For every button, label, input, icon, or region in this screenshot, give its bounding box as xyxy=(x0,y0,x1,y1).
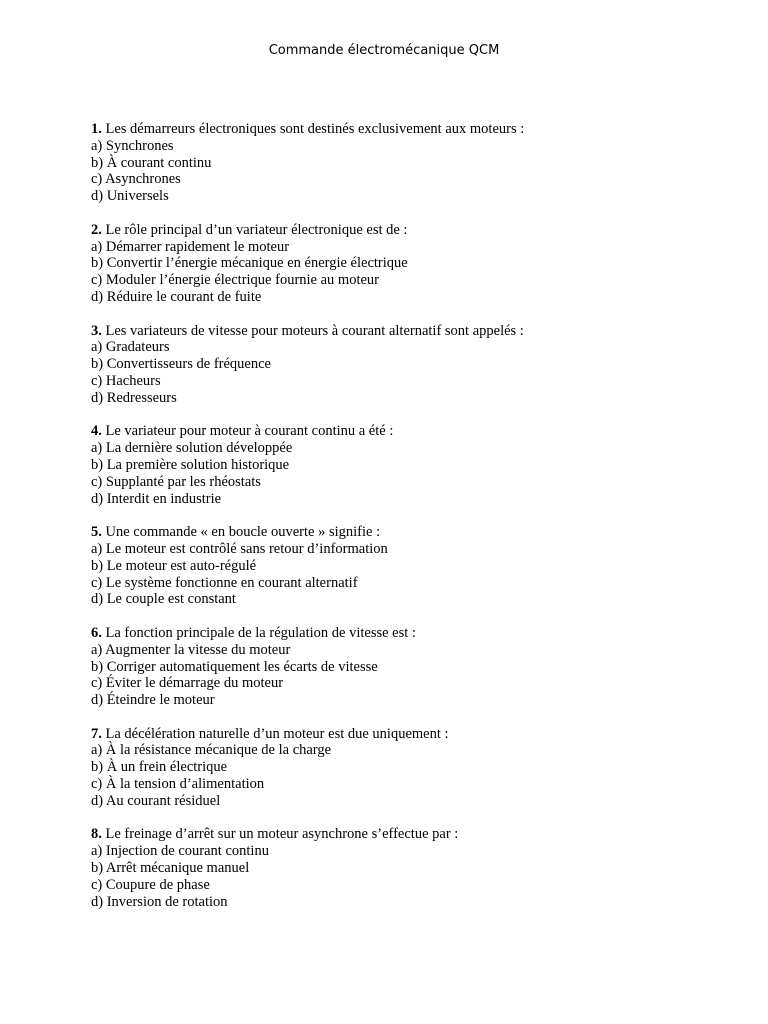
question-line xyxy=(91,323,731,340)
option-c: c) Supplanté par les rhéostats xyxy=(91,473,261,490)
question-number: 3. xyxy=(91,322,102,339)
option-c: c) Asynchrones xyxy=(91,171,181,188)
option-d: d) Au courant résiduel xyxy=(91,792,221,809)
option-d: d) Éteindre le moteur xyxy=(91,692,215,709)
page-header: Commande électromécanique QCM xyxy=(268,43,500,58)
question-line xyxy=(91,222,731,239)
question-line xyxy=(91,625,731,642)
option-b: b) Convertisseurs de fréquence xyxy=(91,356,271,373)
option-c: c) Hacheurs xyxy=(91,372,161,389)
question-text: La décélération naturelle d’un moteur est due uniquement : xyxy=(105,725,449,742)
question-text: La fonction principale de la régulation de vitesse est : xyxy=(105,624,416,641)
question-text: Les démarreurs électroniques sont destinés exclusivement aux moteurs : xyxy=(105,121,525,137)
question-number: 4. xyxy=(91,423,102,440)
option-d: d) Réduire le courant de fuite xyxy=(91,288,262,305)
option-a: a) La dernière solution développée xyxy=(91,440,293,457)
question-text: Le freinage d’arrêt sur un moteur asynchrone s’effectue par : xyxy=(105,826,459,843)
question-3 xyxy=(91,323,731,407)
option-a: a) À la résistance mécanique de la charge xyxy=(91,742,332,759)
option-d: d) Inversion de rotation xyxy=(91,893,228,910)
option-c: c) Le système fonctionne en courant alternatif xyxy=(91,574,358,591)
option-c: c) À la tension d’alimentation xyxy=(91,776,265,793)
question-5 xyxy=(91,524,731,608)
option-a: a) Injection de courant continu xyxy=(91,843,269,860)
question-number: 1. xyxy=(91,121,102,137)
option-b: b) Arrêt mécanique manuel xyxy=(91,860,250,877)
question-2 xyxy=(91,222,731,306)
question-number: 7. xyxy=(91,725,102,742)
option-a: a) Synchrones xyxy=(91,137,174,154)
question-number: 2. xyxy=(91,221,102,238)
option-d: d) Interdit en industrie xyxy=(91,490,222,507)
question-number: 5. xyxy=(91,524,102,541)
question-6 xyxy=(91,625,731,709)
option-d: d) Redresseurs xyxy=(91,389,177,406)
question-line xyxy=(91,121,731,138)
question-text: Le variateur pour moteur à courant continu a été : xyxy=(105,423,394,440)
option-c: c) Moduler l’énergie électrique fournie au moteur xyxy=(91,272,379,289)
question-8 xyxy=(91,826,731,910)
option-c: c) Coupure de phase xyxy=(91,876,210,893)
option-a: a) Démarrer rapidement le moteur xyxy=(91,238,290,255)
question-line xyxy=(91,826,731,843)
question-line xyxy=(91,524,731,541)
option-c: c) Éviter le démarrage du moteur xyxy=(91,675,284,692)
option-d: d) Universels xyxy=(91,188,169,205)
option-a: a) Gradateurs xyxy=(91,339,170,356)
option-a: a) Le moteur est contrôlé sans retour d’information xyxy=(91,540,388,557)
question-text: Une commande « en boucle ouverte » signifie : xyxy=(105,524,381,541)
qcm-list xyxy=(91,121,731,927)
option-a: a) Augmenter la vitesse du moteur xyxy=(91,641,291,658)
question-4 xyxy=(91,423,731,507)
question-text: Le rôle principal d’un variateur électronique est de : xyxy=(105,221,408,238)
option-b: b) La première solution historique xyxy=(91,456,290,473)
question-1 xyxy=(91,121,731,205)
question-line xyxy=(91,423,731,440)
option-b: b) Convertir l’énergie mécanique en énergie électrique xyxy=(91,255,408,272)
question-text: Les variateurs de vitesse pour moteurs à courant alternatif sont appelés : xyxy=(105,322,524,339)
option-b: b) À courant continu xyxy=(91,154,212,171)
option-d: d) Le couple est constant xyxy=(91,591,236,608)
option-b: b) Corriger automatiquement les écarts de vitesse xyxy=(91,658,378,675)
question-line xyxy=(91,726,731,743)
question-7 xyxy=(91,726,731,810)
option-b: b) Le moteur est auto-régulé xyxy=(91,557,257,574)
question-number: 8. xyxy=(91,826,102,843)
question-number: 6. xyxy=(91,624,102,641)
option-b: b) À un frein électrique xyxy=(91,759,228,776)
